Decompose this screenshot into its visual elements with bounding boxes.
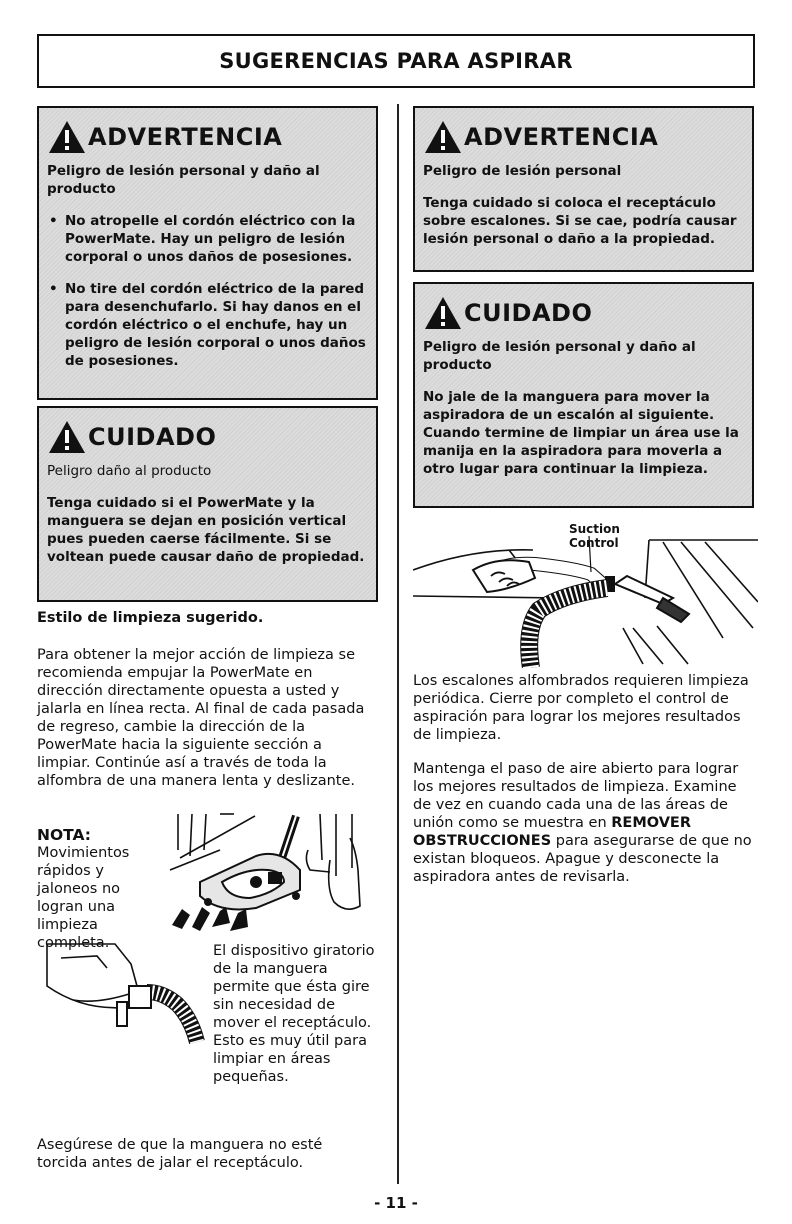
- page-title: SUGERENCIAS PARA ASPIRAR: [219, 49, 573, 73]
- caution-body: Tenga cuidado si el PowerMate y la manguera se dejan en posición vertical pues pueden caerse fácilmente. Si se voltean puede causar daño de propiedad.: [47, 495, 365, 565]
- note-label: NOTA:: [37, 826, 92, 844]
- suction-control-label: [569, 522, 620, 550]
- warning-bullet-list: [47, 212, 368, 370]
- warning-header: [423, 114, 744, 160]
- warning-triangle-icon: [423, 295, 463, 331]
- warning-triangle-icon: [47, 419, 87, 455]
- control-label-line: Control: [569, 536, 619, 550]
- warning-box-right: [413, 106, 754, 272]
- caution-header: [423, 290, 744, 336]
- warning-triangle-icon: [47, 119, 87, 155]
- cleaning-style-text: Para obtener la mejor acción de limpieza se recomienda empujar la PowerMate en dirección directamente opuesta a usted y jalarla en línea recta. Al final de cada pasada de regreso, cambie la dirección de la PowerMate hacia la siguiente sección a limpiar. Continúe así a través de toda la alfombra de una manera lenta y deslizante.: [37, 647, 365, 789]
- warning-bullet: • No atropelle el cordón eléctrico con la PowerMate. Hay un peligro de lesión corporal o unos daños de posesiones.: [47, 212, 368, 266]
- warning-subtitle: Peligro de lesión personal y daño al producto: [47, 163, 320, 197]
- caution-heading: CUIDADO: [464, 299, 593, 327]
- caution-subtitle: Peligro de lesión personal y daño al producto: [423, 339, 696, 373]
- page-number: - 11 -: [374, 1194, 418, 1212]
- warning-heading: ADVERTENCIA: [88, 123, 283, 151]
- section-title-box: [37, 34, 755, 88]
- remove-obstructions-reference: REMOVER OBSTRUCCIONES: [413, 815, 691, 849]
- stairs-text: Los escalones alfombrados requieren limpieza periódica. Cierre por completo el control de aspiración para lograr los mejores resultados de limpieza.: [413, 673, 749, 743]
- warning-body: Tenga cuidado si coloca el receptáculo sobre escalones. Si se cae, podría causar lesión personal o daño a la propiedad.: [423, 195, 737, 247]
- cleaning-style-heading: Estilo de limpieza sugerido.: [37, 610, 264, 626]
- note-text: Movimientos rápidos y jaloneos no logran una limpieza completa.: [37, 845, 130, 951]
- airflow-text-part2: para asegurarse de que no existan bloqueos. Apague y desconecte la aspiradora antes de revisarla.: [413, 833, 752, 885]
- hose-text: Asegúrese de que la manguera no esté torcida antes de jalar el receptáculo.: [37, 1137, 323, 1171]
- column-divider: [397, 104, 399, 1184]
- swivel-hose-illustration: [37, 942, 209, 1044]
- caution-header: [47, 414, 368, 460]
- warning-header: [47, 114, 368, 160]
- warning-box-left: [37, 106, 378, 400]
- caution-box-right: [413, 282, 754, 508]
- caution-heading: CUIDADO: [88, 423, 217, 451]
- suction-label-line: Suction: [569, 522, 620, 536]
- warning-subtitle: Peligro de lesión personal: [423, 163, 622, 179]
- motion-arrows-icon: [168, 895, 254, 935]
- caution-box-left: [37, 406, 378, 602]
- warning-bullet: • No tire del cordón eléctrico de la pared para desenchufarlo. Si hay danos en el cordón eléctrico o el enchufe, hay un peligro de lesión corporal o unos daños de posesiones.: [47, 280, 368, 370]
- airflow-text: [413, 760, 755, 886]
- warning-heading: ADVERTENCIA: [464, 123, 659, 151]
- caution-subtitle: Peligro daño al producto: [47, 463, 212, 479]
- warning-triangle-icon: [423, 119, 463, 155]
- caution-body: No jale de la manguera para mover la aspiradora de un escalón al siguiente. Cuando termine de limpiar un área use la manija en la aspiradora para moverla a otro lugar para continuar la limpieza.: [423, 389, 739, 477]
- airflow-text-part1: Mantenga el paso de aire abierto para lograr los mejores resultados de limpieza. Examine de vez en cuando cada una de las áreas de unión como se muestra en: [413, 761, 739, 831]
- swivel-text: El dispositivo giratorio de la manguera permite que ésta gire sin necesidad de mover el receptáculo. Esto es muy útil para limpiar en áreas pequeñas.: [213, 943, 375, 1085]
